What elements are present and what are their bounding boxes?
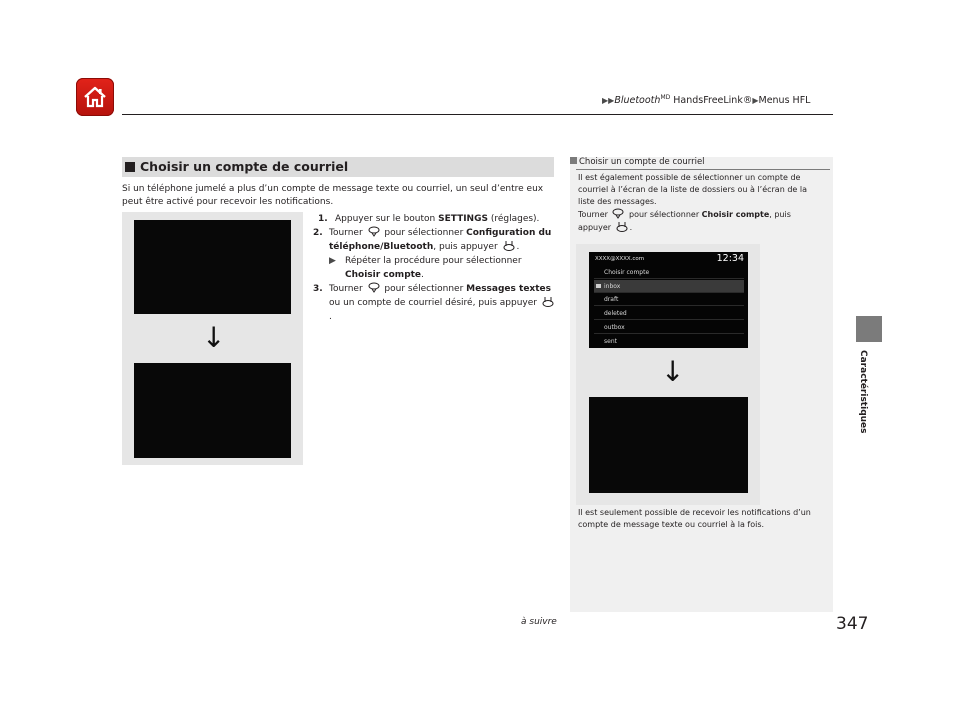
chapter-tab xyxy=(856,316,882,342)
screen-status-bar xyxy=(589,252,748,266)
note-text xyxy=(578,172,823,234)
arrow-down-icon: ↓ xyxy=(661,355,685,388)
note-para-1: Il est également possible de sélectionner un compte de courriel à l’écran de la liste de dossiers ou à l’écran de la liste des messages. xyxy=(578,173,807,206)
screen-email: XXXX@XXXX.com xyxy=(595,256,645,262)
substep-arrow-icon: ▶ xyxy=(329,256,336,266)
screen-image-top xyxy=(134,220,291,314)
breadcrumb-handsfreelink: HandsFreeLink® xyxy=(670,95,753,107)
press-dial-icon xyxy=(542,296,554,307)
breadcrumb xyxy=(602,94,810,106)
page-number: 347 xyxy=(836,614,869,634)
screen-header-row: Choisir compte xyxy=(594,266,744,279)
step-1: 1. Appuyer sur le bouton SETTINGS (réglages). xyxy=(318,214,540,224)
continue-label: à suivre xyxy=(521,617,557,627)
intro-text: Si un téléphone jumelé a plus d’un compte de message texte ou courriel, un seul d’entre eux peut être activé pour recevoir les notifications. xyxy=(122,184,544,207)
section-heading xyxy=(122,157,554,177)
inbox-icon xyxy=(596,284,601,288)
screen-folder-deleted[interactable]: deleted xyxy=(594,307,744,320)
step-2-substep: ▶ Répéter la procédure pour sélectionner Choisir compte. xyxy=(329,256,522,280)
screen-figure xyxy=(122,212,303,465)
step-2: 2. Tourner pour sélectionner Configuration du téléphone/Bluetooth, puis appuyer . ▶ Répéter la procédure pour sélectionner Choisir compte. xyxy=(313,226,558,282)
heading-square-icon xyxy=(125,162,135,172)
note-heading: Choisir un compte de courriel xyxy=(570,157,705,167)
interface-dial-icon xyxy=(368,226,380,237)
note-para-1-instruction: Tourner pour sélectionner Choisir compte, puis appuyer . xyxy=(578,210,791,232)
breadcrumb-arrow-icon: ▶ xyxy=(752,96,759,106)
screen-folder-sent[interactable]: sent xyxy=(604,338,617,345)
chapter-label: Caractéristiques xyxy=(858,350,868,434)
breadcrumb-bluetooth: Bluetooth xyxy=(614,95,661,107)
interface-dial-icon xyxy=(368,282,380,293)
breadcrumb-menus-hfl: Menus HFL xyxy=(758,95,811,107)
interface-dial-icon xyxy=(612,208,624,219)
breadcrumb-md: MD xyxy=(660,94,671,101)
note-rule xyxy=(576,169,830,170)
section-title: Choisir un compte de courriel xyxy=(140,159,349,174)
screen-time: 12:34 xyxy=(716,253,744,264)
screen-folder-inbox[interactable]: inbox xyxy=(594,280,744,293)
home-button[interactable] xyxy=(76,78,114,116)
press-dial-icon xyxy=(503,240,515,251)
header-rule xyxy=(122,114,833,115)
home-icon xyxy=(82,84,108,110)
breadcrumb-arrow-icon: ▶▶ xyxy=(602,96,615,106)
press-dial-icon xyxy=(616,221,628,232)
note-para-2: Il est seulement possible de recevoir les notifications d’un compte de message texte ou courriel à la fois. xyxy=(578,508,811,529)
screen-image-bottom xyxy=(134,363,291,458)
screen-image-result xyxy=(589,397,748,493)
account-select-screen xyxy=(589,252,748,348)
step-3: 3. Tourner pour sélectionner Messages textes ou un compte de courriel désiré, puis appuyer . xyxy=(313,282,558,324)
note-square-icon xyxy=(570,157,577,164)
screen-folder-outbox[interactable]: outbox xyxy=(594,321,744,334)
steps-list xyxy=(313,212,558,324)
screen-folder-draft[interactable]: draft xyxy=(594,293,744,306)
arrow-down-icon: ↓ xyxy=(202,321,226,354)
